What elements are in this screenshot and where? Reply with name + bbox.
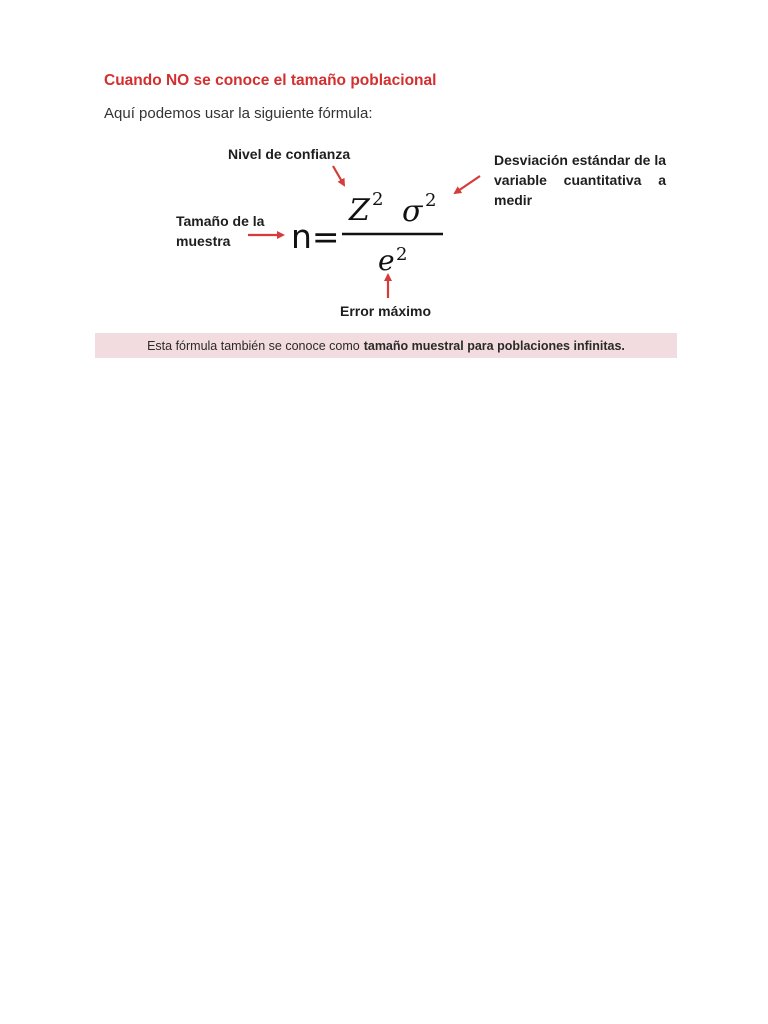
sd-arrow-icon (455, 176, 480, 193)
confidence-level-label: Nivel de confianza (228, 146, 351, 162)
formula-z-exponent: 2 (372, 189, 384, 210)
formula-sigma-exponent: 2 (425, 190, 437, 211)
standard-deviation-label: Desviación estándar de la variable cuantitativa a medir (494, 152, 666, 208)
sample-size-label (176, 211, 286, 251)
sample-size-label-line2: muestra (176, 233, 231, 249)
intro-text: Aquí podemos usar la siguiente fórmula: (104, 105, 373, 122)
note-box (95, 333, 677, 358)
formula-e: e (378, 244, 395, 277)
formula-z: Z (349, 193, 370, 228)
formula-sigma: σ (402, 194, 423, 229)
note-prefix: Esta fórmula también se conoce como (147, 338, 360, 353)
note-bold: tamaño muestral para poblaciones infinitas. (363, 338, 625, 353)
max-error-label: Error máximo (340, 303, 432, 319)
section-heading: Cuando NO se conoce el tamaño poblacional (104, 72, 437, 89)
formula-e-exponent: 2 (396, 244, 408, 265)
formula-lhs: n= (291, 217, 340, 256)
sample-size-label-line1: Tamaño de la (176, 213, 265, 229)
confidence-arrow-icon (333, 166, 344, 185)
